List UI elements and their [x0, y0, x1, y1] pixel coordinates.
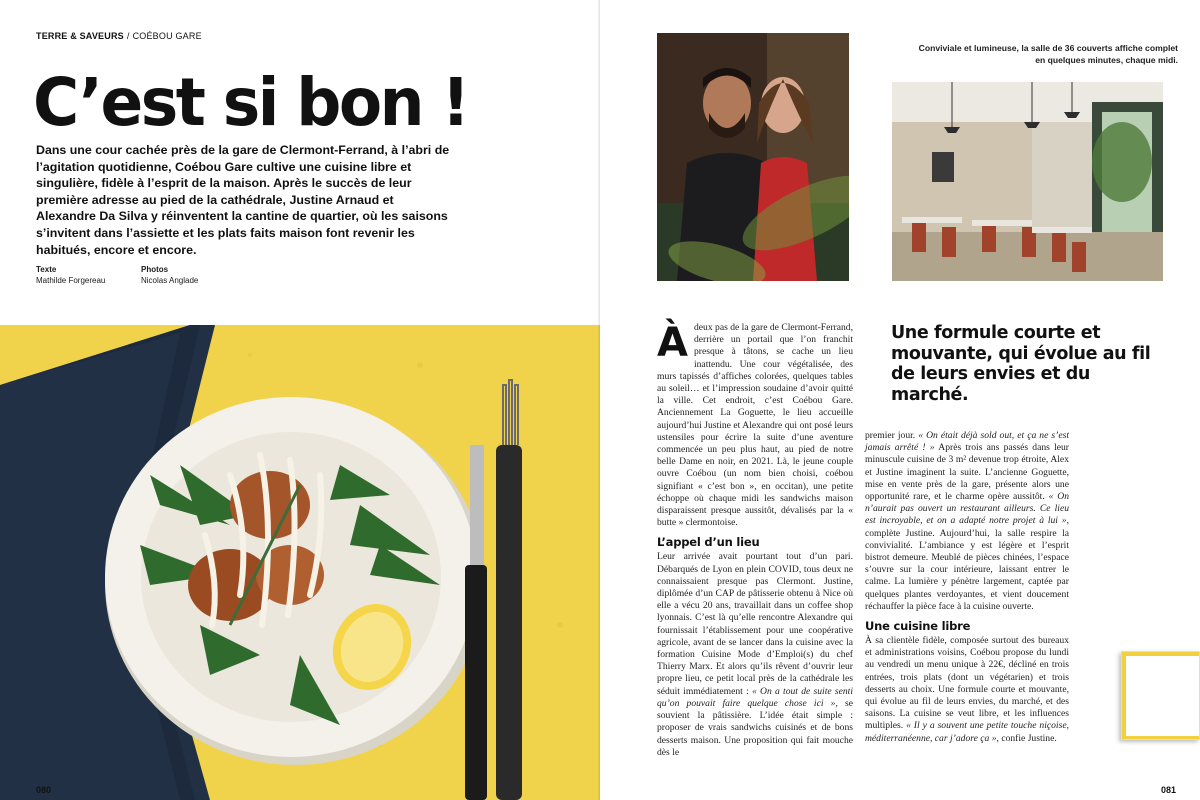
- photo-credit-label: Photos: [141, 265, 169, 274]
- page-thumbnail[interactable]: [1121, 651, 1200, 740]
- lede-paragraph: Dans une cour cachée près de la gare de Clermont-Ferrand, à l’abri de l’agitation quotidienne, Coébou Gare cultive une cuisine libre et singulière, fidèle à l’esprit de la maison. Après le succès de leur première adresse au pied de la cathédrale, Justine Arnaud et Alexandre Da Silva y réinventent la cantine de quartier, où les saisons s’invitent dans l’assiette et les plats faits maison font revenir les habitués, encore et encore.: [36, 143, 450, 257]
- subheading-appel: L’appel d’un lieu: [657, 535, 760, 550]
- photo-credit: [141, 265, 261, 286]
- paragraph-text: deux pas de la gare de Clermont-Ferrand, derrière un portail que l’on franchit presque à tâtons, se cache un lieu inattendu. Une cour végétalisée, des murs tapissés d’affiches colorées, quelques tables au soleil… et l’impression soudaine d’avoir quitté la ville. Cet endroit, c’est Coébou Gare. Anciennement La Goguette, le lieu accueille aujourd’hui Justine et Alexandre qui ont posé leurs ustensiles pour écrire la suite d’une aventure commencée un peu plus haut, au pied de notre belle Dame en noir, en 2021. Là, le jeune couple ouvre Coébou (un nom bien choisi, coébou signifiant « c’est bon », en occitan), une petite échoppe où chaque midi les sandwichs maison disparaissent presque aussitôt, dévalisés par la « butte » clermontoise.: [657, 322, 854, 529]
- text-credit-label: Texte: [36, 265, 57, 274]
- page-title: C’est si bon !: [33, 63, 468, 141]
- right-page: [600, 0, 1200, 800]
- page-number-left: 080: [36, 785, 52, 795]
- paragraph-text: , se souvient la pâtissière. L’idée était simple : proposer de vrais sandwichs cuisinés et de bons desserts maison. Une proposition qui fait mouche dès le: [657, 697, 853, 758]
- kicker-section: COÉBOU GARE: [132, 31, 202, 41]
- article-paragraph: [865, 635, 1069, 745]
- plate-of-food-photo: [0, 325, 600, 800]
- quote-text: « Il y a souvent une petite touche niçoise, méditerranéenne, car j’adore ça »: [865, 720, 1069, 744]
- article-paragraph: [657, 322, 853, 529]
- pull-quote: Une formule courte et mouvante, qui évolue au fil de leurs envies et du marché.: [891, 323, 1151, 405]
- photo-credit-name: Nicolas Anglade: [141, 275, 199, 285]
- article-paragraph: [865, 430, 1069, 613]
- paragraph-text: Après trois ans passés dans leur minuscule cuisine de 3 m² devenue trop étroite, Alex et Justine imaginent la suite. L’ancienne Goguette, mise en vente près de la gare, présente alors une opportunité rare, et le charme opère aussitôt.: [865, 442, 1070, 503]
- quote-text: « On a tout de suite senti qu’on pouvait faire quelque chose ici »: [657, 685, 853, 709]
- quote-text: « On n’aurait pas ouvert un restaurant ailleurs. Ce lieu est incroyable, et on a adapté notre projet à lui »: [865, 491, 1070, 527]
- paragraph-text: premier jour.: [865, 430, 916, 441]
- article-column-1: [657, 322, 853, 759]
- page-thumbnail-preview: [1126, 656, 1200, 736]
- page-number-right: 081: [1160, 785, 1176, 795]
- quote-text: « On était déjà sold out, et ça ne s’est jamais arrêté ! »: [865, 430, 1069, 454]
- paragraph-text: À sa clientèle fidèle, composée surtout des bureaux et administrations voisins, Coébou propose du lundi au vendredi un menu unique à 22€, décliné en trois entrées, trois plats (dont un végétarien) et trois desserts au choix. Une formule courte et mouvante, qui évolue au fil de leurs envies, du marché, et des saisons. La cuisine se veut libre, et les influences multiples.: [865, 635, 1069, 732]
- restaurant-interior-photo: [892, 82, 1163, 281]
- text-credit: [36, 265, 156, 286]
- subheading-cuisine: Une cuisine libre: [865, 619, 971, 634]
- text-credit-name: Mathilde Forgereau: [36, 275, 106, 285]
- paragraph-text: Leur arrivée avait pourtant tout d’un pari. Débarqués de Lyon en plein COVID, tous deux ne connaissaient presque pas Clermont. Justine, diplômée d’un CAP de pâtisserie obtenu à Nice où elle a vécu 20 ans, travaillait dans un coffee shop lyonnais. C’est là qu’elle rencontre Alexandre qui fournissait l’établissement pour une coopérative agricole, avant de se lancer dans la cuisine avec la formation Cuisine Mode d’Emploi(s) du chef Thierry Marx. Et alors qu’ils rêvent d’ouvrir leur propre lieu, ce petit local près de la cathédrale les séduit immédiatement :: [657, 551, 853, 697]
- kicker-rubric: TERRE & SAVEURS: [36, 31, 124, 41]
- article-paragraph: [657, 551, 853, 758]
- chefs-portrait-photo: [657, 33, 849, 281]
- article-column-2: [865, 430, 1069, 745]
- paragraph-text: , confie Justine.: [996, 732, 1057, 744]
- drop-cap: À: [657, 320, 688, 366]
- kicker-separator: /: [126, 31, 130, 41]
- photo-caption: Conviviale et lumineuse, la salle de 36 couverts affiche complet en quelques minutes, chaque midi.: [918, 43, 1178, 65]
- kicker: [36, 31, 202, 41]
- paragraph-text: , complète Justine. Aujourd’hui, la salle respire la convivialité. L’ambiance y est légère et l’esprit bistrot demeure. Meublé de pièces chinées, l’espace s’ouvre sur la cour intérieure, laissant entrer le calme. La lumière y pénètre largement, captée par quelques plantes verdoyantes, et vient doucement réchauffer la pièce face à la cuisine ouverte.: [865, 515, 1069, 612]
